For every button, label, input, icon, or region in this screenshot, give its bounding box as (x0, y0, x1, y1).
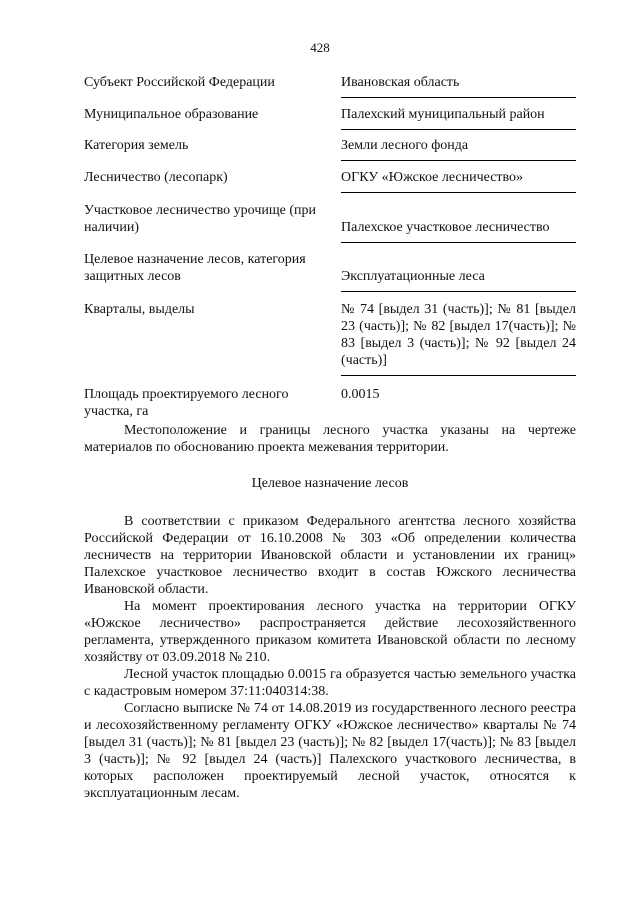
row-label-forest-purpose: Целевое назначение лесов, категория защитных лесов (84, 251, 306, 284)
table-row (84, 98, 576, 130)
body-paragraph: Согласно выписке № 74 от 14.08.2019 из государственного лесного реестра и лесохозяйственному регламенту ОГКУ «Южское лесничество» кварталы № 74 [выдел 31 (часть)]; № 81 [выдел 23 (часть)]; № 82 [выдел 17(часть)]; № 83 [выдел 3 (часть)]; № 92 [выдел 24 (часть)] Палехского участкового лесничества, в которых расположен проектируемый лесной участок, относятся к эксплуатационным лесам. (84, 701, 576, 801)
row-value-area: 0.0015 (341, 387, 380, 402)
row-value-quarters: № 74 [выдел 31 (часть)]; № 81 [выдел 23 (часть)]; № 82 [выдел 17(часть)]; № 83 [выдел 3 (часть)]; № 92 [выдел 24 (часть)] (341, 292, 576, 376)
row-value-forest-purpose: Эксплуатационные леса (341, 243, 576, 292)
row-label-municipality: Муниципальное образование (84, 106, 259, 122)
row-label-subject: Субъект Российской Федерации (84, 75, 275, 90)
section-heading-block (84, 475, 576, 492)
body-paragraph: Лесной участок площадью 0.0015 га образуется частью земельного участка с кадастровым номером 37:11:040314:38. (84, 667, 576, 699)
row-value-district-forestry: Палехское участковое лесничество (341, 193, 576, 243)
body-paragraph: В соответствии с приказом Федерального агентства лесного хозяйства Российской Федерации от 16.10.2008 № 303 «Об определении количества лесничеств на территории Ивановской области и установлении их границ» Палехское участковое лесничество входит в состав Южского лесничества Ивановской области. (84, 514, 576, 597)
location-section (84, 422, 576, 456)
row-value-subject: Ивановская область (341, 68, 576, 98)
table-row (84, 130, 576, 161)
body-text (84, 513, 576, 802)
row-value-land-category: Земли лесного фонда (341, 130, 576, 161)
table-row (84, 292, 576, 376)
table-row (84, 376, 576, 420)
row-label-forestry: Лесничество (лесопарк) (84, 169, 228, 185)
body-paragraph: На момент проектирования лесного участка на территории ОГКУ «Южское лесничество» распространяется действие лесохозяйственного регламента, утвержденного приказом комитета Ивановской области по лесному хозяйству от 03.09.2018 № 210. (84, 599, 576, 665)
row-value-municipality: Палехский муниципальный район (341, 98, 576, 130)
table-row (84, 193, 576, 243)
row-label-district-forestry: Участковое лесничество урочище (при наличии) (84, 202, 316, 235)
location-paragraph: Местоположение и границы лесного участка указаны на чертеже материалов по обоснованию проекта межевания территории. (84, 423, 576, 455)
row-label-quarters: Кварталы, выделы (84, 301, 195, 317)
table-row (84, 243, 576, 292)
table-row (84, 68, 576, 98)
row-value-forestry: ОГКУ «Южское лесничество» (341, 161, 576, 193)
page-number: 428 (310, 40, 330, 55)
land-info-table (84, 68, 576, 420)
row-label-land-category: Категория земель (84, 137, 189, 153)
row-label-area: Площадь проектируемого лесного участка, га (84, 386, 289, 419)
table-row (84, 161, 576, 193)
section-heading: Целевое назначение лесов (251, 476, 409, 491)
